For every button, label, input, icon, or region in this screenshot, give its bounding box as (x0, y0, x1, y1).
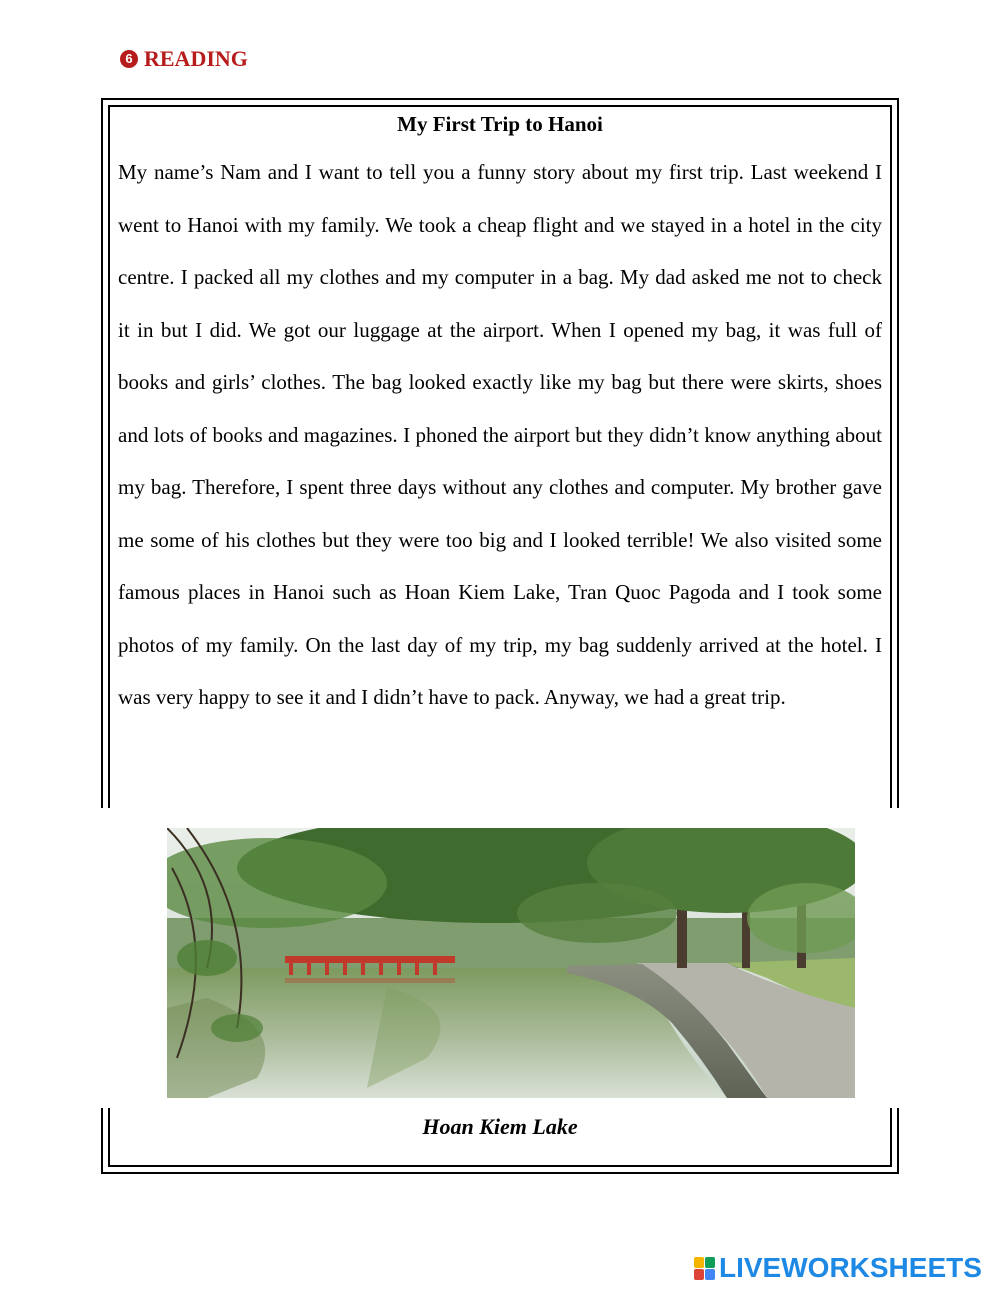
passage-title: My First Trip to Hanoi (397, 112, 603, 136)
passage-body: My name’s Nam and I want to tell you a funny story about my first trip. Last weekend I went to Hanoi with my family. We took a cheap flight and we stayed in a hotel in the city centre. I packed all my clothes and my computer in a bag. My dad asked me not to check it in but I did. We got our luggage at the airport. When I opened my bag, it was full of books and girls’ clothes. The bag looked exactly like my bag but there were skirts, shoes and lots of books and magazines. I phoned the airport but they didn’t know anything about my bag. Therefore, I spent three days without any clothes and computer. My brother gave me some of his clothes but they were too big and I looked terrible! We also visited some famous places in Hanoi such as Hoan Kiem Lake, Tran Quoc Pagoda and I took some photos of my family. On the last day of my trip, my bag suddenly arrived at the hotel. I was very happy to see it and I didn’t have to pack. Anyway, we had a great trip. (118, 160, 882, 709)
section-number-badge: 6 (120, 50, 138, 68)
liveworksheets-logo (694, 1252, 982, 1284)
reading-passage (118, 108, 882, 724)
liveworksheets-logo-text: LIVEWORKSHEETS (719, 1252, 982, 1283)
section-heading (120, 46, 248, 72)
liveworksheets-logo-icon (694, 1257, 715, 1280)
section-label: READING (144, 46, 248, 71)
photo-caption: Hoan Kiem Lake (422, 1114, 578, 1139)
lake-photo (167, 828, 855, 1098)
